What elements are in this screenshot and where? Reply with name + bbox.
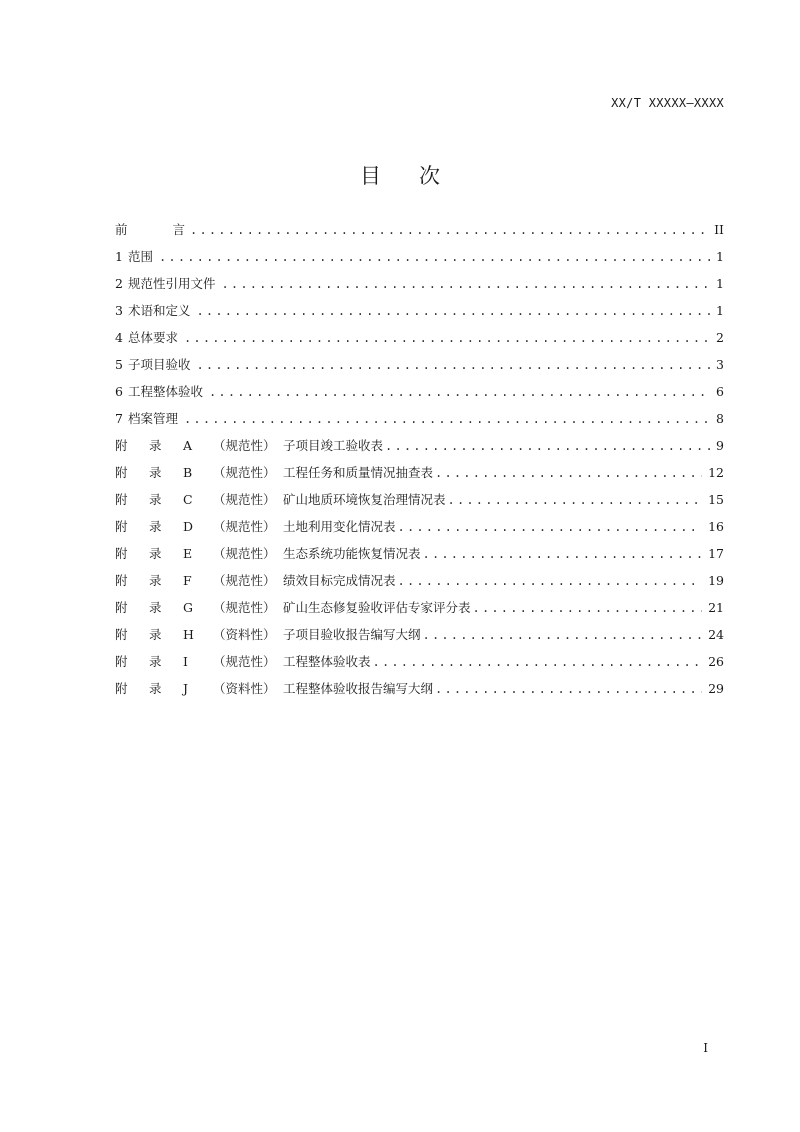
appendix-prefix2: 录 [149,627,162,642]
appendix-type: （规范性） [213,546,276,561]
appendix-letter: E [183,546,193,561]
toc-entry-number: 1 [115,249,123,264]
appendix-prefix: 附 [115,492,128,507]
toc-appendix-entry[interactable] [115,679,724,706]
toc-entry-number: 3 [115,303,123,318]
appendix-letter: A [183,438,193,453]
appendix-prefix2: 录 [149,519,162,534]
appendix-title: 工程任务和质量情况抽查表 [283,465,434,480]
appendix-prefix: 附 [115,600,128,615]
toc-entry-page: 24 [708,627,724,642]
table-of-contents [115,220,724,706]
appendix-heading [115,544,283,562]
toc-title: 目次 [360,164,478,188]
appendix-prefix: 附 [115,438,128,453]
appendix-prefix2: 录 [149,573,162,588]
appendix-heading [115,652,283,670]
appendix-prefix: 附 [115,654,128,669]
toc-entry-page: 26 [708,654,724,669]
appendix-title: 生态系统功能恢复情况表 [283,546,421,561]
appendix-type: （规范性） [213,573,276,588]
toc-leader-dots [385,439,710,453]
toc-leader-dots [423,628,703,642]
toc-leader-dots [435,682,702,696]
toc-entry-label: 子项目验收 [127,357,191,372]
appendix-title: 子项目验收报告编写大纲 [283,627,421,642]
toc-entry-page: 2 [716,330,724,345]
toc-entry-number: 5 [115,357,123,372]
appendix-title: 绩效目标完成情况表 [283,573,396,588]
toc-entry[interactable] [115,382,724,409]
toc-entry-label: 规范性引用文件 [127,276,216,291]
appendix-heading [115,463,283,481]
toc-entry[interactable] [115,328,724,355]
toc-entry-page: 12 [708,465,724,480]
appendix-prefix2: 录 [149,465,162,480]
appendix-type: （规范性） [213,600,276,615]
appendix-heading [115,679,283,697]
toc-entry-page: 19 [708,573,724,588]
toc-leader-dots [221,277,710,291]
appendix-letter: C [183,492,193,507]
appendix-title: 子项目竣工验收表 [283,438,384,453]
appendix-type: （规范性） [213,654,276,669]
toc-leader-dots [398,574,703,588]
toc-leader-dots [190,223,708,237]
toc-leader-dots [196,358,710,372]
appendix-heading [115,625,283,643]
toc-leader-dots [423,547,703,561]
appendix-prefix: 附 [115,465,128,480]
toc-entry-page: 9 [716,438,724,453]
appendix-title: 矿山地质环境恢复治理情况表 [283,492,446,507]
toc-entry-page: 6 [716,384,724,399]
toc-entry-page: 29 [708,681,724,696]
appendix-letter: J [183,681,189,696]
appendix-prefix2: 录 [149,600,162,615]
appendix-type: （规范性） [213,465,276,480]
toc-appendix-entry[interactable] [115,598,724,625]
toc-leader-dots [196,304,710,318]
toc-appendix-entry[interactable] [115,625,724,652]
appendix-prefix: 附 [115,627,128,642]
toc-leader-dots [435,466,702,480]
toc-appendix-entry[interactable] [115,463,724,490]
appendix-heading [115,571,283,589]
appendix-heading [115,436,283,454]
toc-entry-label: 前言 [115,222,231,237]
toc-appendix-entry[interactable] [115,571,724,598]
toc-entry-page: 1 [716,276,724,291]
standard-number: XX/T XXXXX—XXXX [611,96,724,110]
appendix-title: 矿山生态修复验收评估专家评分表 [283,600,471,615]
appendix-type: （规范性） [213,492,276,507]
toc-entry-page: 21 [708,600,724,615]
appendix-letter: B [183,465,193,480]
toc-appendix-entry[interactable] [115,436,724,463]
page-number: I [703,1041,708,1055]
appendix-letter: G [183,600,193,615]
appendix-prefix2: 录 [149,654,162,669]
appendix-prefix: 附 [115,573,128,588]
toc-leader-dots [184,412,710,426]
toc-leader-dots [448,493,703,507]
toc-entry[interactable] [115,274,724,301]
appendix-prefix: 附 [115,519,128,534]
appendix-prefix: 附 [115,546,128,561]
appendix-prefix2: 录 [149,438,162,453]
appendix-title: 工程整体验收报告编写大纲 [283,681,434,696]
toc-entry-page: 3 [716,357,724,372]
toc-entry-number: 7 [115,411,123,426]
appendix-letter: H [183,627,194,642]
toc-entry-label: 总体要求 [127,330,178,345]
appendix-letter: F [183,573,192,588]
toc-entry-page: 15 [708,492,724,507]
appendix-heading [115,490,283,508]
toc-entry-foreword[interactable] [115,220,724,247]
toc-leader-dots [373,655,703,669]
appendix-heading [115,598,283,616]
toc-appendix-entry[interactable] [115,490,724,517]
appendix-title: 工程整体验收表 [283,654,371,669]
appendix-prefix2: 录 [149,492,162,507]
appendix-type: （资料性） [213,681,276,696]
toc-appendix-entry[interactable] [115,544,724,571]
toc-leader-dots [159,250,710,264]
toc-entry-page: 8 [716,411,724,426]
appendix-type: （资料性） [213,627,276,642]
toc-entry-page: 17 [708,546,724,561]
toc-entry-label: 工程整体验收 [127,384,203,399]
toc-entry-label: 档案管理 [127,411,178,426]
toc-entry-page: II [714,222,724,237]
appendix-type: （规范性） [213,438,276,453]
toc-entry[interactable] [115,247,724,274]
toc-entry-label: 范围 [127,249,153,264]
appendix-letter: D [183,519,194,534]
toc-appendix-entry[interactable] [115,652,724,679]
toc-entry-page: 1 [716,303,724,318]
appendix-title: 土地利用变化情况表 [283,519,396,534]
toc-leader-dots [398,520,703,534]
toc-leader-dots [209,385,710,399]
toc-entry-page: 1 [716,249,724,264]
toc-entry-label: 术语和定义 [127,303,191,318]
toc-entry[interactable] [115,355,724,382]
appendix-type: （规范性） [213,519,276,534]
appendix-prefix: 附 [115,681,128,696]
appendix-prefix2: 录 [149,546,162,561]
toc-leader-dots [473,601,703,615]
toc-entry[interactable] [115,301,724,328]
toc-entry[interactable] [115,409,724,436]
toc-entry-page: 16 [708,519,724,534]
appendix-heading [115,517,283,535]
toc-entry-number: 6 [115,384,123,399]
toc-entry-number: 2 [115,276,123,291]
appendix-letter: I [183,654,188,669]
toc-leader-dots [184,331,710,345]
appendix-prefix2: 录 [149,681,162,696]
toc-entry-number: 4 [115,330,123,345]
toc-appendix-entry[interactable] [115,517,724,544]
